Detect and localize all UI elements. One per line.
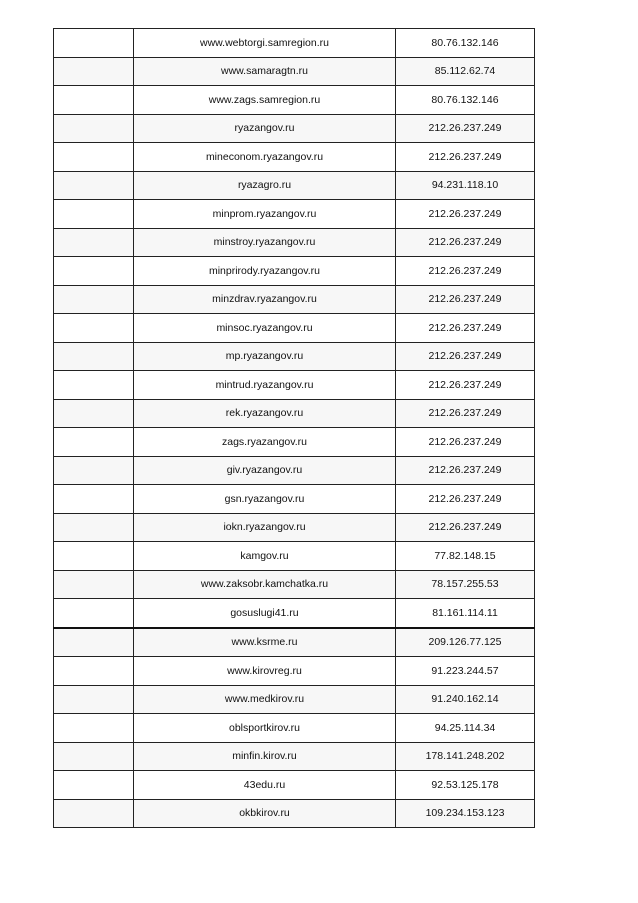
- ip-cell: 80.76.132.146: [396, 86, 535, 115]
- domain-cell: www.zaksobr.kamchatka.ru: [134, 570, 396, 599]
- ip-cell: 212.26.237.249: [396, 485, 535, 514]
- domain-cell: www.webtorgi.samregion.ru: [134, 29, 396, 58]
- domain-cell: oblsportkirov.ru: [134, 714, 396, 743]
- domain-cell: minstroy.ryazangov.ru: [134, 228, 396, 257]
- domain-cell: minsoc.ryazangov.ru: [134, 314, 396, 343]
- table-row: [54, 428, 535, 457]
- empty-cell: [54, 570, 134, 599]
- empty-cell: [54, 314, 134, 343]
- empty-cell: [54, 399, 134, 428]
- domain-cell: kamgov.ru: [134, 542, 396, 571]
- table-row: [54, 342, 535, 371]
- domain-cell: gosuslugi41.ru: [134, 599, 396, 628]
- domain-cell: ryazangov.ru: [134, 114, 396, 143]
- empty-cell: [54, 456, 134, 485]
- empty-cell: [54, 542, 134, 571]
- table-row: [54, 57, 535, 86]
- empty-cell: [54, 685, 134, 714]
- domain-ip-table: [53, 28, 535, 828]
- domain-cell: www.medkirov.ru: [134, 685, 396, 714]
- empty-cell: [54, 200, 134, 229]
- table-row: [54, 714, 535, 743]
- domain-cell: iokn.ryazangov.ru: [134, 513, 396, 542]
- table-row: [54, 171, 535, 200]
- domain-cell: ryazagro.ru: [134, 171, 396, 200]
- domain-cell: www.samaragtn.ru: [134, 57, 396, 86]
- ip-cell: 212.26.237.249: [396, 114, 535, 143]
- table-row: [54, 657, 535, 686]
- domain-cell: mp.ryazangov.ru: [134, 342, 396, 371]
- domain-cell: zags.ryazangov.ru: [134, 428, 396, 457]
- table-row: [54, 143, 535, 172]
- ip-cell: 109.234.153.123: [396, 799, 535, 828]
- ip-cell: 212.26.237.249: [396, 342, 535, 371]
- domain-cell: minfin.kirov.ru: [134, 742, 396, 771]
- ip-cell: 92.53.125.178: [396, 771, 535, 800]
- table-row: [54, 771, 535, 800]
- table-row: [54, 228, 535, 257]
- domain-cell: www.ksrme.ru: [134, 628, 396, 657]
- domain-cell: giv.ryazangov.ru: [134, 456, 396, 485]
- empty-cell: [54, 428, 134, 457]
- empty-cell: [54, 285, 134, 314]
- empty-cell: [54, 29, 134, 58]
- ip-cell: 80.76.132.146: [396, 29, 535, 58]
- empty-cell: [54, 513, 134, 542]
- empty-cell: [54, 342, 134, 371]
- empty-cell: [54, 171, 134, 200]
- ip-cell: 178.141.248.202: [396, 742, 535, 771]
- table-row: [54, 200, 535, 229]
- ip-cell: 81.161.114.11: [396, 599, 535, 628]
- ip-cell: 212.26.237.249: [396, 200, 535, 229]
- empty-cell: [54, 143, 134, 172]
- ip-cell: 85.112.62.74: [396, 57, 535, 86]
- ip-cell: 212.26.237.249: [396, 143, 535, 172]
- ip-cell: 212.26.237.249: [396, 314, 535, 343]
- domain-cell: www.kirovreg.ru: [134, 657, 396, 686]
- table-row: [54, 628, 535, 657]
- empty-cell: [54, 86, 134, 115]
- table-row: [54, 742, 535, 771]
- empty-cell: [54, 228, 134, 257]
- table-row: [54, 485, 535, 514]
- empty-cell: [54, 371, 134, 400]
- empty-cell: [54, 57, 134, 86]
- ip-cell: 212.26.237.249: [396, 428, 535, 457]
- table-row: [54, 599, 535, 628]
- table-row: [54, 570, 535, 599]
- ip-cell: 212.26.237.249: [396, 228, 535, 257]
- table-body: [54, 29, 535, 828]
- domain-cell: www.zags.samregion.ru: [134, 86, 396, 115]
- domain-cell: gsn.ryazangov.ru: [134, 485, 396, 514]
- empty-cell: [54, 628, 134, 657]
- empty-cell: [54, 799, 134, 828]
- ip-cell: 209.126.77.125: [396, 628, 535, 657]
- table-row: [54, 114, 535, 143]
- table-row: [54, 542, 535, 571]
- ip-cell: 77.82.148.15: [396, 542, 535, 571]
- table-row: [54, 456, 535, 485]
- domain-cell: rek.ryazangov.ru: [134, 399, 396, 428]
- empty-cell: [54, 257, 134, 286]
- table-row: [54, 29, 535, 58]
- table-row: [54, 285, 535, 314]
- domain-cell: okbkirov.ru: [134, 799, 396, 828]
- ip-cell: 78.157.255.53: [396, 570, 535, 599]
- domain-cell: minprirody.ryazangov.ru: [134, 257, 396, 286]
- empty-cell: [54, 771, 134, 800]
- ip-cell: 212.26.237.249: [396, 371, 535, 400]
- table-row: [54, 257, 535, 286]
- table-row: [54, 86, 535, 115]
- ip-cell: 212.26.237.249: [396, 257, 535, 286]
- empty-cell: [54, 114, 134, 143]
- table-row: [54, 685, 535, 714]
- domain-cell: 43edu.ru: [134, 771, 396, 800]
- domain-cell: mintrud.ryazangov.ru: [134, 371, 396, 400]
- ip-cell: 212.26.237.249: [396, 399, 535, 428]
- domain-cell: minprom.ryazangov.ru: [134, 200, 396, 229]
- table-row: [54, 799, 535, 828]
- domain-cell: mineconom.ryazangov.ru: [134, 143, 396, 172]
- table-viewport: [53, 36, 534, 834]
- table-row: [54, 399, 535, 428]
- domain-cell: minzdrav.ryazangov.ru: [134, 285, 396, 314]
- table-row: [54, 371, 535, 400]
- empty-cell: [54, 742, 134, 771]
- empty-cell: [54, 599, 134, 628]
- empty-cell: [54, 714, 134, 743]
- ip-cell: 94.25.114.34: [396, 714, 535, 743]
- empty-cell: [54, 485, 134, 514]
- ip-cell: 91.223.244.57: [396, 657, 535, 686]
- ip-cell: 94.231.118.10: [396, 171, 535, 200]
- ip-cell: 212.26.237.249: [396, 285, 535, 314]
- ip-cell: 212.26.237.249: [396, 513, 535, 542]
- table-row: [54, 513, 535, 542]
- table-row: [54, 314, 535, 343]
- empty-cell: [54, 657, 134, 686]
- ip-cell: 91.240.162.14: [396, 685, 535, 714]
- ip-cell: 212.26.237.249: [396, 456, 535, 485]
